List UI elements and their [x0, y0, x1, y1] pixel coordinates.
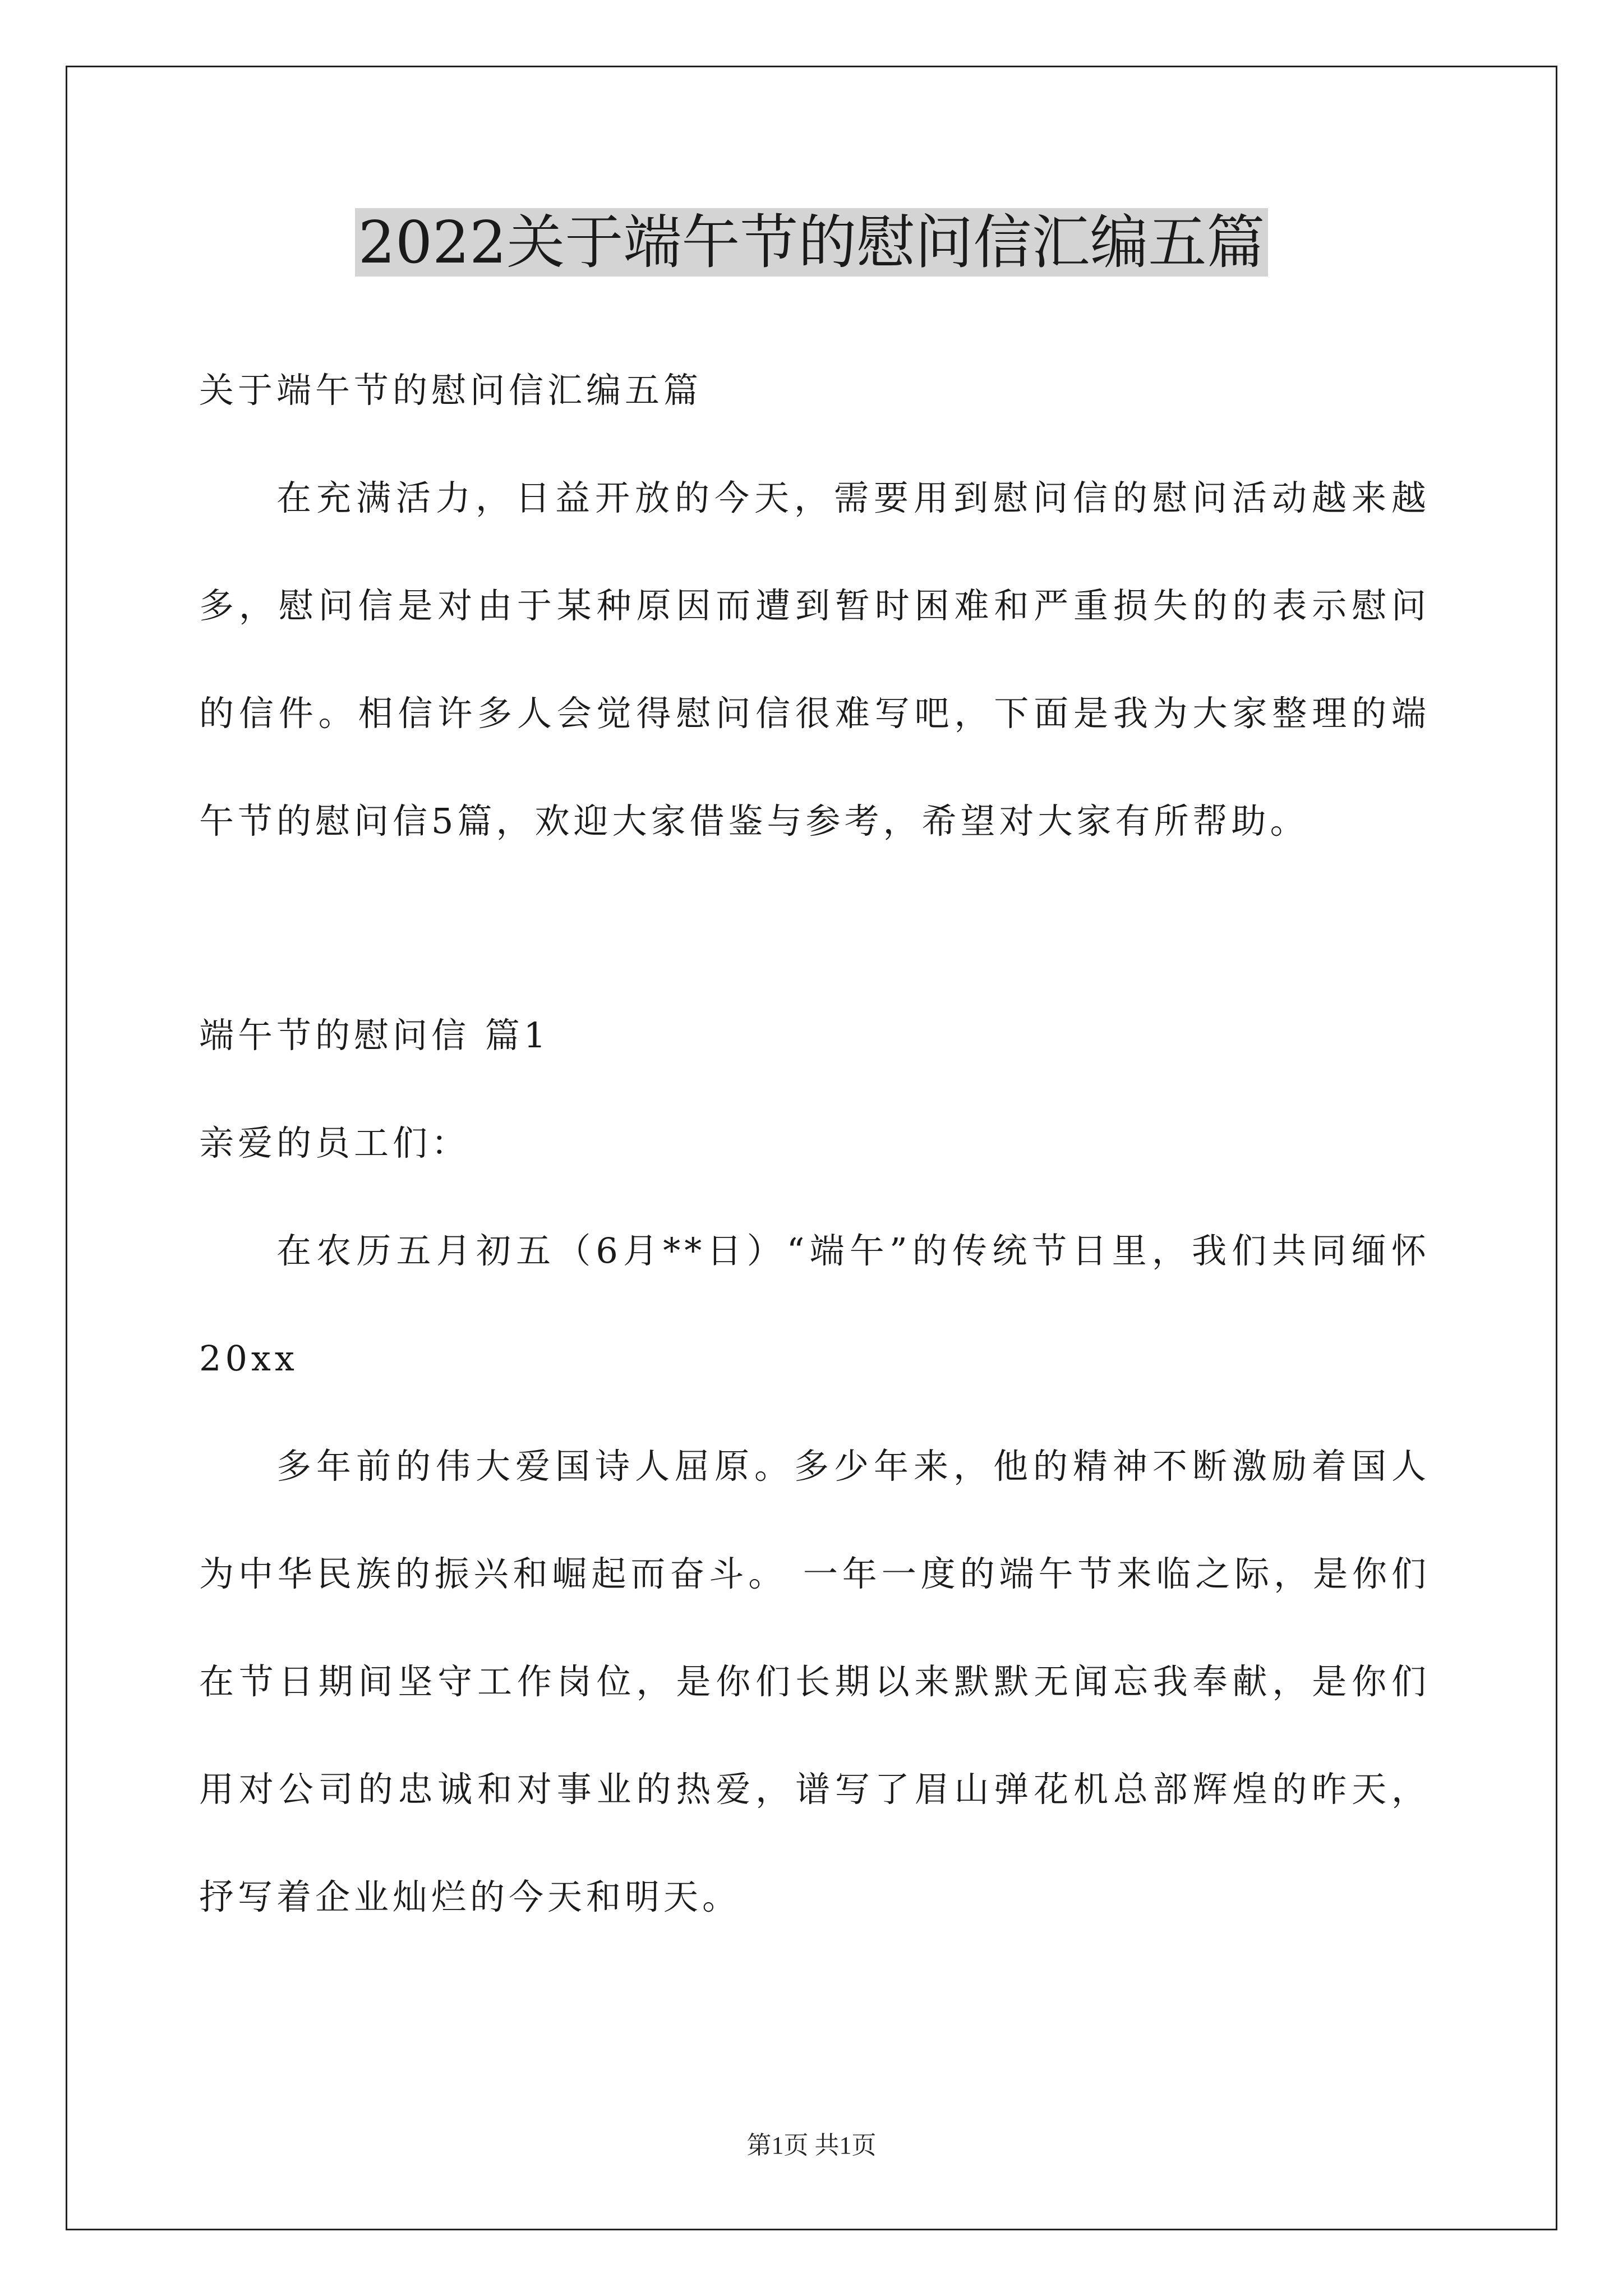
- letter-paragraph-2: 多年前的伟大爱国诗人屈原。多少年来，他的精神不断激励着国人为中华民族的振兴和崛起而奋斗。 一年一度的端午节来临之际，是你们在节日期间坚守工作岗位，是你们长期以来默默无闻忘我奉献，是你们用对公司的忠诚和对事业的热爱，谱写了眉山弹花机总部辉煌的昨天，抒写着企业灿烂的今天和明天。: [199, 1446, 1430, 1917]
- section-spacer: [199, 875, 1430, 982]
- intro-paragraph: 在充满活力，日益开放的今天，需要用到慰问信的慰问活动越来越多，慰问信是对由于某种原因而遭到暂时困难和严重损失的的表示慰问的信件。相信许多人会觉得慰问信很难写吧，下面是我为大家整理的端午节的慰问信5篇，欢迎大家借鉴与参考，希望对大家有所帮助。: [199, 477, 1430, 841]
- document-subtitle: 关于端午节的慰问信汇编五篇: [199, 370, 703, 411]
- letter-salutation: 亲爱的员工们：: [199, 1122, 471, 1163]
- document-title-text: 2022关于端午节的慰问信汇编五篇: [355, 208, 1269, 277]
- document-title: [0, 203, 1623, 282]
- section-heading: 端午节的慰问信 篇1: [199, 1015, 550, 1056]
- page-footer: 第1页 共1页: [746, 2132, 877, 2159]
- document-body: [199, 337, 1430, 1951]
- letter-paragraph-1: 在农历五月初五（6月**日）“端午”的传统节日里，我们共同缅怀20xx: [199, 1230, 1430, 1379]
